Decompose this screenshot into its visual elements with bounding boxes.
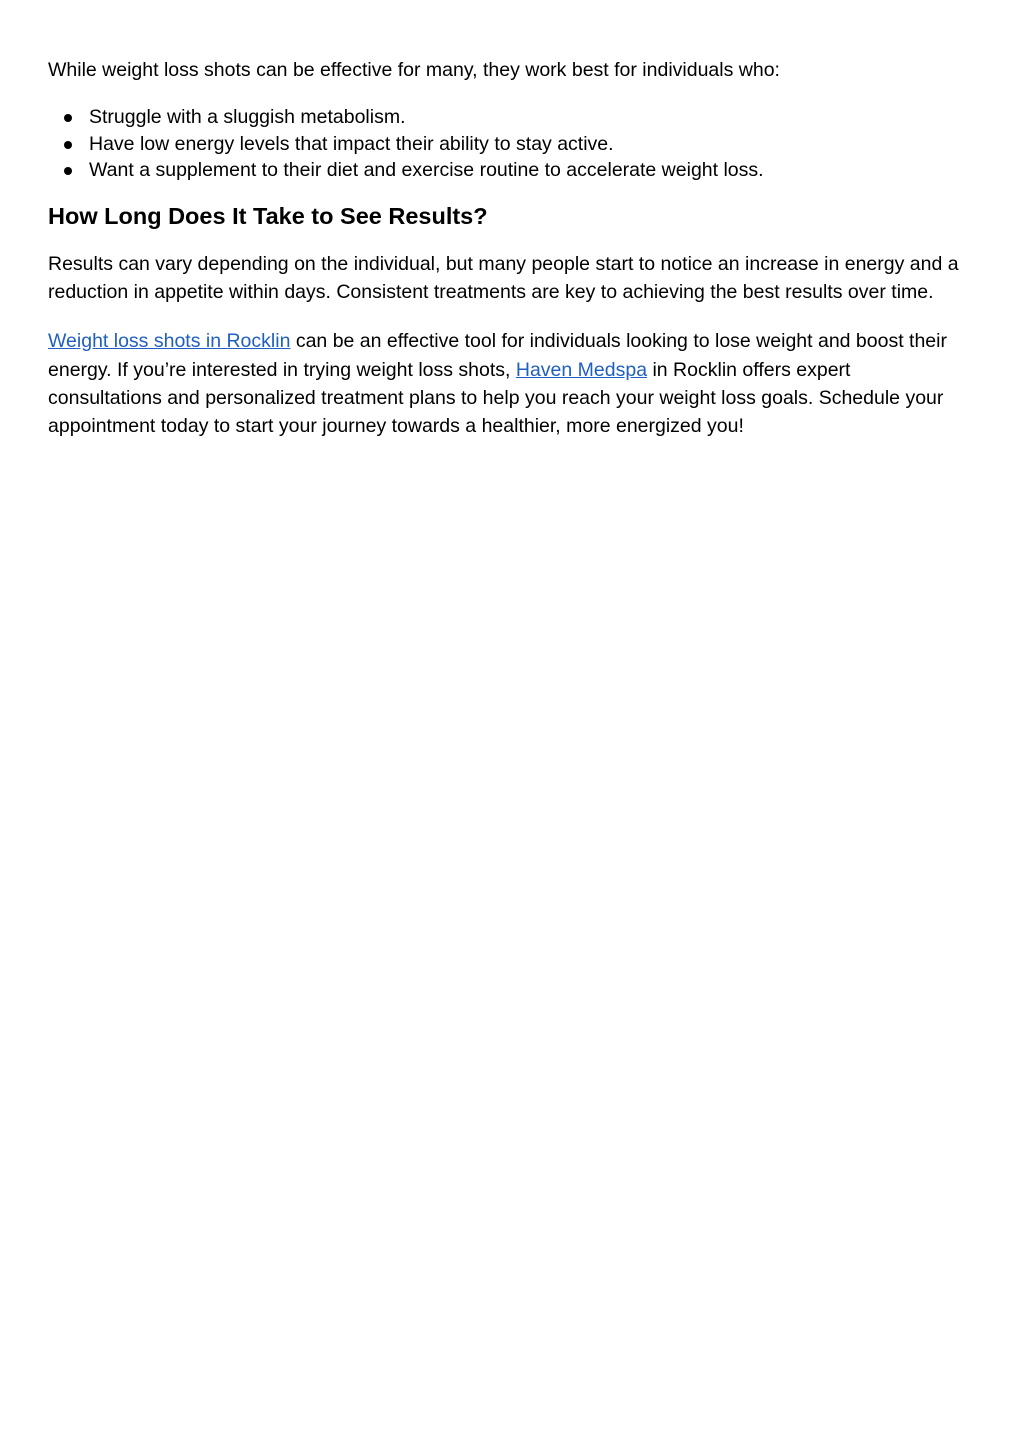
list-item-text: Want a supplement to their diet and exercise routine to accelerate weight loss. (89, 159, 764, 182)
results-paragraph: Results can vary depending on the individual, but many people start to notice an increase in energy and a reduction in appetite within days. Consistent treatments are key to achieving the best results over time. (48, 252, 959, 304)
closing-text-2: in Rocklin offers expert consultations and personalized treatment plans to help you reach your weight loss goals. Schedule your appointment today to start your journey towards a healthier, more energized you! (48, 358, 944, 438)
closing-text-1: can be an effective tool for individuals looking to lose weight and boost their energy. If you’re interested in trying weight loss shots, (48, 330, 947, 381)
haven-medspa-link[interactable]: Haven Medspa (515, 358, 648, 381)
list-item (48, 157, 968, 184)
list-item-text: Struggle with a sluggish metabolism. (89, 106, 406, 129)
list-item (48, 104, 968, 131)
bullet-list (48, 104, 968, 184)
list-item (48, 131, 968, 158)
intro-paragraph: While weight loss shots can be effective for many, they work best for individuals who: (48, 59, 780, 81)
weight-loss-shots-link[interactable]: Weight loss shots in Rocklin (48, 330, 291, 353)
bullet-icon (64, 141, 72, 149)
bullet-icon (64, 114, 72, 122)
closing-paragraph (48, 327, 968, 440)
list-item-text: Have low energy levels that impact their ability to stay active. (89, 132, 614, 155)
bullet-icon (64, 167, 72, 175)
document-page (48, 56, 968, 441)
section-heading: How Long Does It Take to See Results? (48, 202, 488, 229)
